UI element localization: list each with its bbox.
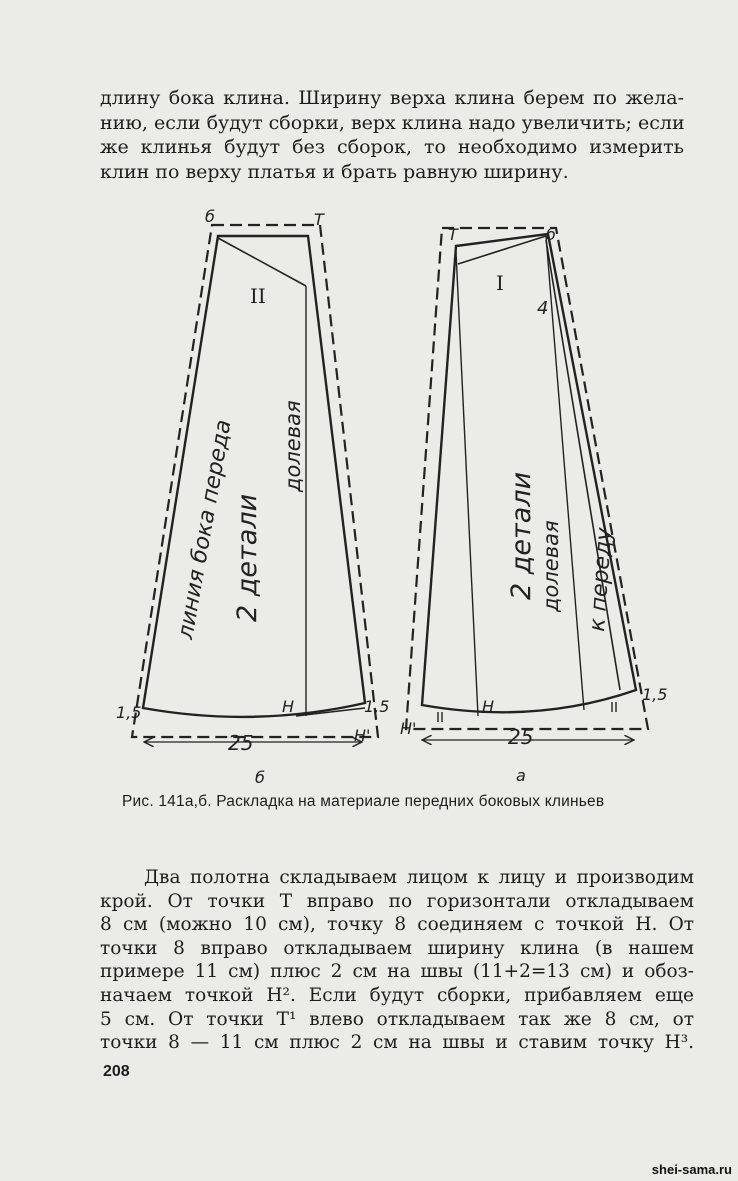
left-top-diagonal bbox=[218, 238, 306, 286]
text-line: начаем точкой Н². Если будут сборки, прибавляем еще bbox=[100, 984, 694, 1006]
left-count-label: 2 детали bbox=[232, 493, 263, 622]
watermark: shei-sama.ru bbox=[651, 1162, 732, 1177]
left-part-number: II bbox=[250, 284, 266, 308]
left-right-allowance: 1,5 bbox=[364, 697, 390, 716]
left-corner-point: Н' bbox=[354, 726, 371, 745]
right-top-right-point: б bbox=[546, 225, 556, 244]
text-line: крой. От точки Т вправо по горизонтали откладываем bbox=[100, 890, 694, 912]
left-solid-outline bbox=[143, 236, 365, 717]
left-grain-label: долевая bbox=[281, 400, 305, 492]
right-top-left-point: Т bbox=[448, 225, 458, 244]
right-width-label: 25 bbox=[508, 725, 534, 749]
left-panel-label: б bbox=[255, 768, 265, 787]
left-top-right-point: Т bbox=[314, 210, 324, 229]
text-line: 8 см (можно 10 см), точку 8 соединяем с точкой Н. От bbox=[100, 914, 694, 936]
right-grain-line bbox=[456, 252, 478, 716]
right-inner-line bbox=[546, 236, 584, 710]
left-width-label: 25 bbox=[228, 731, 254, 755]
text-line: точки 8 — 11 см плюс 2 см на швы и ставим точку Н³. bbox=[100, 1032, 694, 1054]
left-bottom-point: Н bbox=[282, 697, 295, 716]
figure-caption: Рис. 141а,б. Раскладка на материале передних боковых клиньев bbox=[122, 793, 605, 810]
text-line: примере 11 см) плюс 2 см на швы (11+2=13 см) и обоз- bbox=[100, 961, 694, 983]
left-side-label: линия бока переда bbox=[173, 417, 237, 642]
text-line: длину бока клина. Ширину верха клина берем по жела- bbox=[100, 87, 684, 109]
text-line: точки 8 вправо откладываем ширину клина (в нашем bbox=[100, 937, 694, 959]
right-part-number: I bbox=[496, 271, 504, 295]
bottom-paragraph bbox=[100, 866, 694, 1055]
text-line: клин по верху платья и брать равную ширину. bbox=[100, 160, 569, 183]
right-count-label: 2 детали bbox=[506, 471, 537, 600]
right-mark-4: 4 bbox=[537, 298, 549, 319]
text-line: же клинья будут без сборок, то необходимо измерить bbox=[100, 136, 684, 158]
left-top-left-point: б bbox=[205, 207, 215, 226]
pattern-layout-figure bbox=[0, 200, 738, 800]
page-number: 208 bbox=[103, 1063, 130, 1080]
text-line: нию, если будут сборки, верх клина надо увеличить; если bbox=[100, 111, 685, 134]
right-corner-point: Н' bbox=[400, 719, 417, 738]
right-direction-label: к переду bbox=[585, 526, 618, 633]
right-grain-label: долевая bbox=[539, 520, 563, 612]
top-paragraph bbox=[100, 86, 684, 184]
right-right-allowance: 1,5 bbox=[642, 685, 668, 704]
right-bottom-point: Н bbox=[482, 697, 495, 716]
left-left-allowance: 1,5 bbox=[116, 703, 142, 722]
text-line: 5 см. От точки Т¹ влево откладываем так же 8 см, от bbox=[100, 1008, 694, 1030]
right-panel-label: а bbox=[516, 766, 526, 785]
text-line: Два полотна складываем лицом к лицу и производим bbox=[144, 867, 694, 888]
